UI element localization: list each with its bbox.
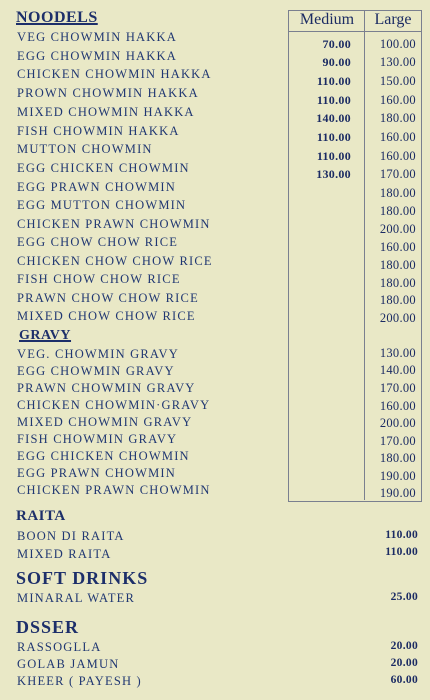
menu-item: GOLAB JAMUN: [17, 657, 120, 671]
large-price: 180.00: [379, 111, 416, 125]
large-price: 200.00: [379, 416, 416, 430]
price-header-rule: [288, 31, 421, 32]
menu-item: EGG PRAWN CHOWMIN: [17, 180, 176, 194]
menu-item: EGG CHOWMIN HAKKA: [17, 49, 177, 63]
menu-item: MINARAL WATER: [17, 591, 136, 605]
menu-item: EGG CHICKEN CHOWMIN: [17, 161, 190, 175]
menu-item: EGG PRAWN CHOWMIN: [17, 466, 176, 480]
section-title-soft-drinks: SOFT DRINKS: [16, 568, 149, 588]
large-price: 190.00: [379, 469, 416, 483]
item-price: 20.00: [390, 640, 418, 652]
menu-item: MIXED CHOW CHOW RICE: [17, 309, 196, 323]
item-price: 25.00: [390, 591, 418, 603]
large-price: 160.00: [379, 240, 416, 254]
large-price: 130.00: [379, 55, 416, 69]
menu-item: MUTTON CHOWMIN: [17, 142, 153, 156]
menu-item: KHEER ( PAYESH ): [17, 674, 142, 688]
large-price: 190.00: [379, 486, 416, 500]
large-price: 160.00: [379, 149, 416, 163]
menu-item: MIXED CHOWMIN HAKKA: [17, 105, 195, 119]
large-price: 200.00: [379, 222, 416, 236]
medium-price: 140.00: [316, 111, 351, 125]
medium-price: 130.00: [316, 167, 351, 181]
item-price: 110.00: [385, 529, 418, 541]
menu-item: RASSOGLLA: [17, 640, 102, 654]
large-price: 170.00: [379, 434, 416, 448]
menu-item: CHICKEN CHOW CHOW RICE: [17, 254, 213, 268]
large-price: 160.00: [379, 93, 416, 107]
medium-price: 110.00: [316, 149, 351, 163]
menu-item: FISH CHOW CHOW RICE: [17, 272, 181, 286]
menu-item: CHICKEN CHOWMIN HAKKA: [17, 67, 212, 81]
item-price: 20.00: [390, 657, 418, 669]
menu-item: PROWN CHOWMIN HAKKA: [17, 86, 199, 100]
large-price: 100.00: [379, 37, 416, 51]
menu-item: CHICKEN PRAWN CHOWMIN: [17, 217, 211, 231]
medium-price: 110.00: [316, 74, 351, 88]
menu-item: VEG CHOWMIN HAKKA: [17, 30, 177, 44]
section-title-noodels: NOODELS: [16, 9, 98, 26]
menu-item: MIXED CHOWMIN GRAVY: [17, 415, 193, 429]
large-price: 130.00: [379, 346, 416, 360]
menu-item: PRAWN CHOW CHOW RICE: [17, 291, 199, 305]
menu-item: CHICKEN CHOWMIN·GRAVY: [17, 398, 211, 412]
large-price: 180.00: [379, 293, 416, 307]
menu-item: EGG CHOW CHOW RICE: [17, 235, 179, 249]
medium-price: 110.00: [316, 93, 351, 107]
large-price: 200.00: [379, 311, 416, 325]
medium-column-header: Medium: [299, 11, 355, 28]
large-price: 180.00: [379, 186, 416, 200]
section-title-raita: RAITA: [16, 508, 66, 524]
item-price: 60.00: [390, 674, 418, 686]
menu-item: CHICKEN PRAWN CHOWMIN: [17, 483, 211, 497]
menu-item: EGG CHOWMIN GRAVY: [17, 364, 175, 378]
menu-item: EGG MUTTON CHOWMIN: [17, 198, 187, 212]
medium-price: 110.00: [316, 130, 351, 144]
large-price: 170.00: [379, 381, 416, 395]
menu-item: VEG. CHOWMIN GRAVY: [17, 347, 179, 361]
large-price: 160.00: [379, 130, 416, 144]
large-price: 150.00: [379, 74, 416, 88]
large-price: 180.00: [379, 258, 416, 272]
large-price: 160.00: [379, 399, 416, 413]
medium-price: 70.00: [322, 37, 351, 51]
menu-item: BOON DI RAITA: [17, 529, 125, 543]
section-title-gravy: GRAVY: [19, 328, 72, 343]
large-price: 180.00: [379, 204, 416, 218]
large-price: 180.00: [379, 451, 416, 465]
menu-item: EGG CHICKEN CHOWMIN: [17, 449, 190, 463]
medium-price: 90.00: [322, 55, 351, 69]
large-price: 170.00: [379, 167, 416, 181]
large-price: 180.00: [379, 276, 416, 290]
menu-item: FISH CHOWMIN GRAVY: [17, 432, 178, 446]
item-price: 110.00: [385, 546, 418, 558]
menu-item: PRAWN CHOWMIN GRAVY: [17, 381, 196, 395]
large-column-header: Large: [374, 11, 412, 28]
menu-item: FISH CHOWMIN HAKKA: [17, 124, 180, 138]
large-price: 140.00: [379, 363, 416, 377]
section-title-dsser: DSSER: [16, 617, 80, 637]
menu-item: MIXED RAITA: [17, 547, 112, 561]
